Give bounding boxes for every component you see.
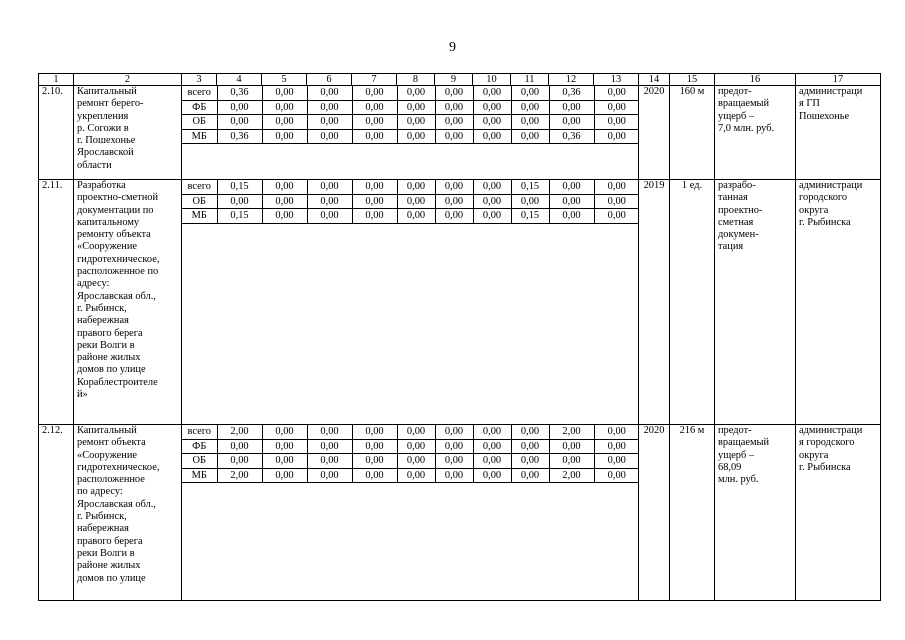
row-number: 2.10. (39, 86, 74, 180)
funding-value: 0,00 (217, 454, 262, 469)
funding-value: 0,00 (397, 115, 435, 130)
measure-name-line: документации по (77, 204, 154, 216)
funding-value: 0,00 (307, 468, 352, 483)
funding-source: МБ (182, 129, 217, 144)
measure-name-line: Ярославская обл., (77, 498, 156, 510)
measure-name (74, 180, 182, 425)
funding-value: 0,00 (397, 86, 435, 100)
funding-source: ОБ (182, 194, 217, 209)
funding-value: 2,00 (217, 425, 262, 439)
measure-name-line: домов по улице (77, 572, 146, 584)
funding-value: 0,00 (435, 425, 473, 439)
expected-result (715, 425, 796, 601)
expected-result-line: предот- (718, 425, 752, 436)
expected-result-line: ущерб – (718, 449, 755, 461)
funding-value: 0,00 (511, 468, 549, 483)
expected-result (715, 86, 796, 180)
funding-source: ОБ (182, 454, 217, 469)
funding-value: 0,00 (435, 194, 473, 209)
measure-name-line: Кораблестроителе (77, 376, 158, 388)
funding-value: 0,00 (217, 439, 262, 454)
funding-value: 0,00 (352, 454, 397, 469)
funding-value: 0,00 (262, 454, 307, 469)
column-header-5: 5 (262, 74, 307, 86)
table-row (39, 180, 881, 425)
funding-value: 0,00 (511, 454, 549, 469)
funding-value: 0,00 (217, 100, 262, 115)
funding-value: 0,00 (594, 454, 639, 469)
funding-value: 0,00 (397, 209, 435, 224)
funding-value: 0,00 (549, 454, 594, 469)
completion-year: 2020 (639, 425, 670, 601)
funding-value: 0,00 (307, 425, 352, 439)
funding-value: 0,36 (549, 86, 594, 100)
funding-value: 0,00 (473, 180, 511, 194)
funding-value: 0,00 (594, 115, 639, 130)
expected-result-line: вращаемый (718, 98, 770, 110)
funding-value: 0,00 (594, 439, 639, 454)
responsible-executor-line: Пошехонье (799, 110, 850, 122)
row-number: 2.11. (39, 180, 74, 425)
funding-value: 0,00 (217, 194, 262, 209)
measure-name-line: расположенное (77, 474, 145, 486)
measure-name-line: г. Рыбинск, (77, 302, 127, 314)
funding-value: 0,00 (473, 209, 511, 224)
column-header-4: 4 (217, 74, 262, 86)
expected-result-line: вращаемый (718, 437, 770, 449)
funding-value: 0,00 (307, 439, 352, 454)
funding-value: 0,15 (511, 209, 549, 224)
funding-value: 2,00 (217, 468, 262, 483)
funding-value: 0,00 (594, 209, 639, 224)
responsible-executor (796, 86, 881, 180)
measure-name-line: районе жилых (77, 352, 141, 364)
expected-result-line: тация (718, 241, 744, 253)
funding-value: 0,00 (473, 129, 511, 144)
funding-row (182, 468, 639, 483)
funding-value: 0,00 (397, 129, 435, 144)
funding-value: 0,00 (397, 180, 435, 194)
measure-name-line: «Сооружение (77, 241, 138, 253)
column-header-11: 11 (511, 74, 549, 86)
column-header-15: 15 (670, 74, 715, 86)
funding-value: 0,00 (435, 86, 473, 100)
funding-row (182, 180, 639, 194)
funding-value: 0,00 (397, 425, 435, 439)
measure-name-line: укрепления (77, 110, 129, 122)
funding-block (182, 86, 639, 180)
expected-result-line: 7,0 млн. руб. (718, 122, 775, 134)
funding-value: 0,00 (307, 194, 352, 209)
funding-value: 0,00 (511, 86, 549, 100)
table-row (39, 86, 881, 180)
funding-value: 0,00 (549, 439, 594, 454)
funding-value: 0,00 (435, 454, 473, 469)
responsible-executor-line: администраци (799, 180, 863, 191)
measure-name-line: ремонту объекта (77, 229, 151, 241)
funding-value: 0,00 (549, 209, 594, 224)
measure-name-line: Капитальный (77, 425, 137, 436)
funding-value: 0,00 (262, 129, 307, 144)
funding-block (182, 425, 639, 601)
measure-name-line: реки Волги в (77, 547, 135, 559)
funding-value: 0,00 (435, 209, 473, 224)
funding-value: 0,00 (307, 100, 352, 115)
funding-value: 0,00 (549, 194, 594, 209)
funding-value: 0,00 (549, 180, 594, 194)
funding-value: 0,00 (473, 86, 511, 100)
column-header-1: 1 (39, 74, 74, 86)
funding-value: 0,00 (511, 129, 549, 144)
funding-value: 0,00 (262, 115, 307, 130)
measure-name-line: г. Рыбинск, (77, 511, 127, 523)
expected-result-line: сметная (718, 216, 754, 228)
measure-name-line: г. Пошехонье (77, 135, 136, 147)
funding-value: 0,00 (473, 439, 511, 454)
funding-value: 0,00 (217, 115, 262, 130)
responsible-executor-line: городского (799, 192, 848, 204)
funding-value: 0,00 (397, 454, 435, 469)
funding-value: 0,00 (594, 86, 639, 100)
funding-value: 0,36 (549, 129, 594, 144)
column-header-12: 12 (549, 74, 594, 86)
funding-value: 2,00 (549, 468, 594, 483)
column-header-3: 3 (182, 74, 217, 86)
responsible-executor-line: округа (799, 204, 829, 216)
funding-row (182, 439, 639, 454)
column-header-7: 7 (352, 74, 397, 86)
funding-value: 0,00 (594, 100, 639, 115)
funding-value: 0,36 (217, 129, 262, 144)
measure-name (74, 86, 182, 180)
funding-value: 0,15 (217, 209, 262, 224)
measure-name-line: ремонт объекта (77, 437, 146, 449)
table-row (39, 425, 881, 601)
funding-value: 0,00 (473, 100, 511, 115)
column-header-14: 14 (639, 74, 670, 86)
column-header-17: 17 (796, 74, 881, 86)
program-table (38, 73, 881, 601)
funding-row (182, 129, 639, 144)
header-row (39, 74, 881, 86)
funding-value: 0,00 (549, 100, 594, 115)
funding-source: ОБ (182, 115, 217, 130)
responsible-executor-line: администраци (799, 86, 863, 97)
measure-name-line: набережная (77, 315, 129, 327)
funding-source: всего (182, 180, 217, 194)
volume: 1 ед. (670, 180, 715, 425)
funding-value: 0,00 (262, 86, 307, 100)
measure-name-line: правого берега (77, 327, 143, 339)
funding-value: 0,00 (473, 425, 511, 439)
column-header-16: 16 (715, 74, 796, 86)
expected-result-line: докумен- (718, 229, 759, 241)
funding-value: 0,00 (511, 425, 549, 439)
responsible-executor-line: г. Рыбинска (799, 216, 851, 228)
funding-value: 0,00 (352, 115, 397, 130)
funding-value: 0,00 (307, 115, 352, 130)
responsible-executor-line: я городского (799, 437, 855, 449)
funding-value: 0,15 (511, 180, 549, 194)
measure-name-line: Ярославской (77, 147, 134, 159)
funding-value: 0,00 (594, 180, 639, 194)
responsible-executor (796, 425, 881, 601)
column-header-10: 10 (473, 74, 511, 86)
funding-row (182, 194, 639, 209)
measure-name-line: й» (77, 389, 88, 401)
funding-value: 0,00 (352, 129, 397, 144)
measure-name-line: Капитальный (77, 86, 137, 97)
funding-value: 0,00 (262, 209, 307, 224)
funding-value: 0,00 (307, 129, 352, 144)
funding-value: 0,00 (262, 194, 307, 209)
funding-value: 0,00 (352, 209, 397, 224)
responsible-executor-line: я ГП (799, 98, 820, 110)
funding-row (182, 100, 639, 115)
funding-value: 0,00 (594, 194, 639, 209)
volume: 216 м (670, 425, 715, 601)
funding-value: 2,00 (549, 425, 594, 439)
funding-value: 0,00 (352, 86, 397, 100)
expected-result-line: танная (718, 192, 748, 204)
funding-value: 0,00 (262, 180, 307, 194)
funding-value: 0,00 (435, 100, 473, 115)
funding-row (182, 115, 639, 130)
funding-value: 0,00 (352, 194, 397, 209)
measure-name-line: домов по улице (77, 364, 146, 376)
funding-value: 0,00 (511, 115, 549, 130)
funding-value: 0,00 (473, 454, 511, 469)
funding-value: 0,00 (435, 439, 473, 454)
measure-name-line: р. Согожи в (77, 122, 129, 134)
column-header-2: 2 (74, 74, 182, 86)
measure-name-line: проектно-сметной (77, 192, 159, 204)
funding-value: 0,00 (352, 180, 397, 194)
funding-source: ФБ (182, 100, 217, 115)
funding-source: МБ (182, 209, 217, 224)
expected-result-line: 68,09 (718, 461, 742, 473)
funding-value: 0,00 (511, 194, 549, 209)
funding-value: 0,00 (352, 439, 397, 454)
funding-block (182, 180, 639, 425)
funding-value: 0,00 (307, 180, 352, 194)
funding-value: 0,36 (217, 86, 262, 100)
funding-value: 0,00 (397, 468, 435, 483)
expected-result (715, 180, 796, 425)
funding-value: 0,00 (397, 100, 435, 115)
funding-row (182, 86, 639, 100)
funding-source: всего (182, 425, 217, 439)
funding-value: 0,00 (435, 180, 473, 194)
funding-value: 0,00 (549, 115, 594, 130)
expected-result-line: проектно- (718, 204, 763, 216)
funding-value: 0,00 (435, 129, 473, 144)
measure-name-line: капитальному (77, 216, 140, 228)
funding-source: ФБ (182, 439, 217, 454)
funding-value: 0,00 (397, 194, 435, 209)
measure-name-line: области (77, 159, 112, 171)
measure-name-line: Разработка (77, 180, 126, 191)
funding-value: 0,00 (307, 209, 352, 224)
responsible-executor-line: администраци (799, 425, 863, 436)
expected-result-line: разрабо- (718, 180, 756, 191)
responsible-executor (796, 180, 881, 425)
measure-name-line: «Сооружение (77, 449, 138, 461)
funding-row (182, 425, 639, 439)
measure-name-line: набережная (77, 523, 129, 535)
measure-name-line: адресу: (77, 278, 110, 290)
expected-result-line: млн. руб. (718, 474, 759, 486)
funding-value: 0,00 (352, 425, 397, 439)
funding-value: 0,00 (594, 468, 639, 483)
expected-result-line: ущерб – (718, 110, 755, 122)
measure-name-line: гидротехническое, (77, 253, 160, 265)
funding-value: 0,00 (262, 100, 307, 115)
column-header-6: 6 (307, 74, 352, 86)
funding-value: 0,00 (511, 439, 549, 454)
measure-name-line: правого берега (77, 535, 143, 547)
volume: 160 м (670, 86, 715, 180)
funding-value: 0,00 (352, 100, 397, 115)
column-header-9: 9 (435, 74, 473, 86)
responsible-executor-line: округа (799, 449, 829, 461)
funding-value: 0,15 (217, 180, 262, 194)
measure-name-line: расположенное по (77, 266, 159, 278)
measure-name-line: реки Волги в (77, 339, 135, 351)
funding-value: 0,00 (307, 454, 352, 469)
funding-value: 0,00 (262, 439, 307, 454)
completion-year: 2019 (639, 180, 670, 425)
page-number: 9 (449, 40, 456, 55)
completion-year: 2020 (639, 86, 670, 180)
measure-name-line: гидротехническое, (77, 461, 160, 473)
funding-source: МБ (182, 468, 217, 483)
funding-value: 0,00 (435, 468, 473, 483)
column-header-13: 13 (594, 74, 639, 86)
funding-value: 0,00 (262, 425, 307, 439)
column-header-8: 8 (397, 74, 435, 86)
measure-name (74, 425, 182, 601)
funding-value: 0,00 (352, 468, 397, 483)
funding-value: 0,00 (594, 129, 639, 144)
funding-value: 0,00 (307, 86, 352, 100)
measure-name-line: районе жилых (77, 560, 141, 572)
row-number: 2.12. (39, 425, 74, 601)
measure-name-line: ремонт берего- (77, 98, 144, 110)
funding-value: 0,00 (473, 468, 511, 483)
funding-source: всего (182, 86, 217, 100)
funding-value: 0,00 (262, 468, 307, 483)
funding-row (182, 209, 639, 224)
funding-value: 0,00 (397, 439, 435, 454)
funding-value: 0,00 (511, 100, 549, 115)
expected-result-line: предот- (718, 86, 752, 97)
responsible-executor-line: г. Рыбинска (799, 461, 851, 473)
funding-value: 0,00 (473, 115, 511, 130)
funding-value: 0,00 (473, 194, 511, 209)
funding-value: 0,00 (435, 115, 473, 130)
measure-name-line: Ярославская обл., (77, 290, 156, 302)
funding-row (182, 454, 639, 469)
measure-name-line: по адресу: (77, 486, 123, 498)
funding-value: 0,00 (594, 425, 639, 439)
